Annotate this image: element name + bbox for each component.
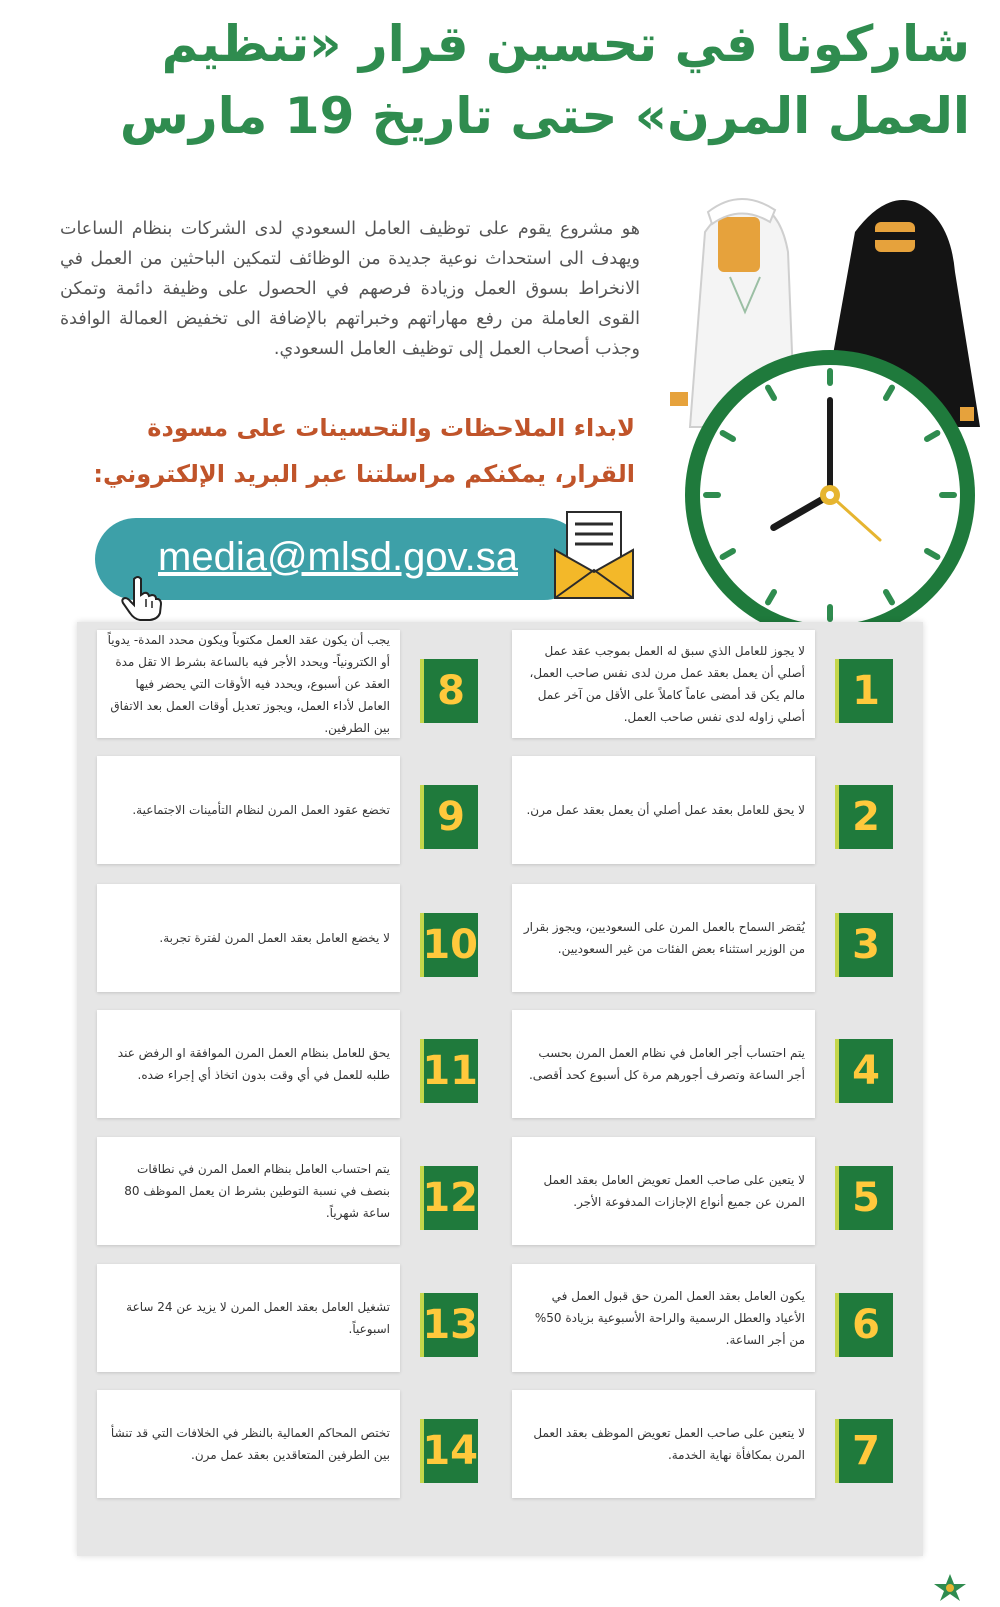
rule-number-badge: 9	[420, 785, 478, 849]
rule-card	[512, 1390, 905, 1498]
rule-card-box	[97, 884, 400, 992]
rule-text-content: يتم احتساب العامل بنظام العمل المرن في نطاقات بنصف في نسبة التوطين بشرط ان يعمل الموظف 80 ساعة شهرياً.	[124, 1162, 390, 1220]
rule-number-badge: 12	[420, 1166, 478, 1230]
rule-card-box	[512, 1137, 815, 1245]
rule-card-box	[97, 1264, 400, 1372]
rule-text	[522, 766, 805, 854]
rule-number-badge: 11	[420, 1039, 478, 1103]
rule-text	[522, 1400, 805, 1488]
rule-card-box	[97, 630, 400, 738]
rule-text	[107, 633, 390, 735]
envelope-icon	[553, 510, 635, 600]
rule-number-badge: 6	[835, 1293, 893, 1357]
rule-number-badge: 10	[420, 913, 478, 977]
rule-number-badge: 8	[420, 659, 478, 723]
rule-number-badge: 14	[420, 1419, 478, 1483]
rule-text-content: تشغيل العامل بعقد العمل المرن لا يزيد عن 24 ساعة اسبوعياً.	[126, 1300, 390, 1336]
clock-icon	[680, 345, 980, 645]
rule-card-box	[512, 630, 815, 738]
rule-card-box	[512, 1010, 815, 1118]
rule-card-box	[97, 1390, 400, 1498]
rule-text-content: تختص المحاكم العمالية بالنظر في الخلافات التي قد تنشأ بين الطرفين المتعاقدين بعقد عمل مرن.	[110, 1426, 390, 1462]
rule-text	[107, 1020, 390, 1108]
rule-text-content: يُقصَر السماح بالعمل المرن على السعوديين، ويجوز بقرار من الوزير استثناء بعض الفئات من غير السعوديين.	[523, 920, 805, 956]
rule-text	[522, 894, 805, 982]
rule-text-content: لا يحق للعامل بعقد عمل أصلي أن يعمل بعقد عمل مرن.	[526, 803, 805, 817]
feedback-callout	[35, 405, 635, 497]
page-title-line-1: شاركونا في تحسين قرار «تنظيم	[161, 15, 970, 73]
rule-text	[107, 894, 390, 982]
rule-text-content: تخضع عقود العمل المرن لنظام التأمينات الاجتماعية.	[132, 803, 390, 817]
rule-text-content: يتم احتساب أجر العامل في نظام العمل المرن بحسب أجر الساعة وتصرف أجورهم مرة كل أسبوع كحد أقصى.	[528, 1046, 805, 1082]
rule-text	[107, 1400, 390, 1488]
page-title-line-2: العمل المرن» حتى تاريخ 19 مارس	[119, 87, 970, 145]
rule-card	[512, 884, 905, 992]
rule-card-box	[97, 1010, 400, 1118]
rule-number-badge: 2	[835, 785, 893, 849]
rule-card	[97, 884, 490, 992]
callout-line-2: القرار، يمكنكم مراسلتنا عبر البريد الإلكتروني:	[93, 460, 635, 488]
rule-card	[512, 756, 905, 864]
rule-text-content: لا يجوز للعامل الذي سبق له العمل بموجب عقد عمل أصلي أن يعمل بعقد عمل مرن لدى نفس صاحب العمل، مالم يكن قد أمضى عاماً كاملاً على الأقل من آخر عمل أصلي زاوله لدى نفس صاحب العمل.	[529, 644, 805, 724]
ministry-logo-icon	[930, 1572, 970, 1602]
rule-card	[512, 1264, 905, 1372]
rule-card-box	[512, 884, 815, 992]
rule-card-box	[97, 756, 400, 864]
rule-text-content: يحق للعامل بنظام العمل المرن الموافقة او الرفض عند طلبه للعمل في أي وقت بدون اتخاذ أي إجراء ضده.	[117, 1046, 390, 1082]
rule-card	[97, 1137, 490, 1245]
rule-number-badge: 3	[835, 913, 893, 977]
hand-cursor-icon	[120, 575, 162, 621]
rule-card	[97, 1264, 490, 1372]
rule-number-badge: 13	[420, 1293, 478, 1357]
rules-panel	[77, 622, 923, 1556]
rule-number-badge: 7	[835, 1419, 893, 1483]
rule-card-box	[97, 1137, 400, 1245]
rule-card	[97, 756, 490, 864]
rule-number-badge: 5	[835, 1166, 893, 1230]
rule-number-badge: 1	[835, 659, 893, 723]
rule-text-content: لا يخضع العامل بعقد العمل المرن لفترة تجربة.	[159, 931, 390, 945]
intro-paragraph: هو مشروع يقوم على توظيف العامل السعودي لدى الشركات بنظام الساعات ويهدف الى استحداث نوعية جديدة من الوظائف لتمكين الباحثين من العمل في الانخراط بسوق العمل وزيادة فرصهم في الحصول على وظيفة دائمة وتمكن القوى العاملة من رفع مهاراتهم وخبراتهم بالإضافة الى تخفيض العمالة الوافدة وجذب أصحاب العمل إلى توظيف العامل السعودي.	[60, 218, 640, 359]
rule-text-content: لا يتعين على صاحب العمل تعويض العامل بعقد العمل المرن عن جميع أنواع الإجازات المدفوعة الأجر.	[543, 1173, 805, 1209]
rule-text	[522, 1147, 805, 1235]
rule-card-box	[512, 756, 815, 864]
rule-text	[522, 1274, 805, 1362]
rule-text	[107, 766, 390, 854]
rule-text-content: لا يتعين على صاحب العمل تعويض الموظف بعقد العمل المرن بمكافأة نهاية الخدمة.	[533, 1426, 805, 1462]
email-link[interactable]: media@mlsd.gov.sa	[158, 535, 518, 579]
rule-number-badge: 4	[835, 1039, 893, 1103]
rule-card	[97, 630, 490, 738]
rule-card	[97, 1010, 490, 1118]
rule-card-box	[512, 1264, 815, 1372]
rule-text-content: يكون العامل بعقد العمل المرن حق قبول العمل في الأعياد والعطل الرسمية والراحة الأسبوعية بزيادة 50% من أجر الساعة.	[534, 1289, 805, 1347]
rule-text-content: يجب أن يكون عقد العمل مكتوباً ويكون محدد المدة- يدوياً أو الكترونياً- ويحدد الأجر فيه بالساعة بشرط الا تقل مدة العقد عن أسبوع، ويحدد فيه الأوقات التي يحضر فيها العامل لأداء العمل، ويجوز تعديل أوقات العمل بعد الاتفاق بين الطرفين.	[107, 633, 390, 735]
rule-card	[512, 1137, 905, 1245]
rule-card	[97, 1390, 490, 1498]
rule-card	[512, 630, 905, 738]
rule-text	[107, 1274, 390, 1362]
rule-card-box	[512, 1390, 815, 1498]
rule-card	[512, 1010, 905, 1118]
callout-line-1: لابداء الملاحظات والتحسينات على مسودة	[147, 414, 635, 442]
rule-text	[107, 1147, 390, 1235]
rule-text	[522, 1020, 805, 1108]
rule-text	[522, 640, 805, 728]
